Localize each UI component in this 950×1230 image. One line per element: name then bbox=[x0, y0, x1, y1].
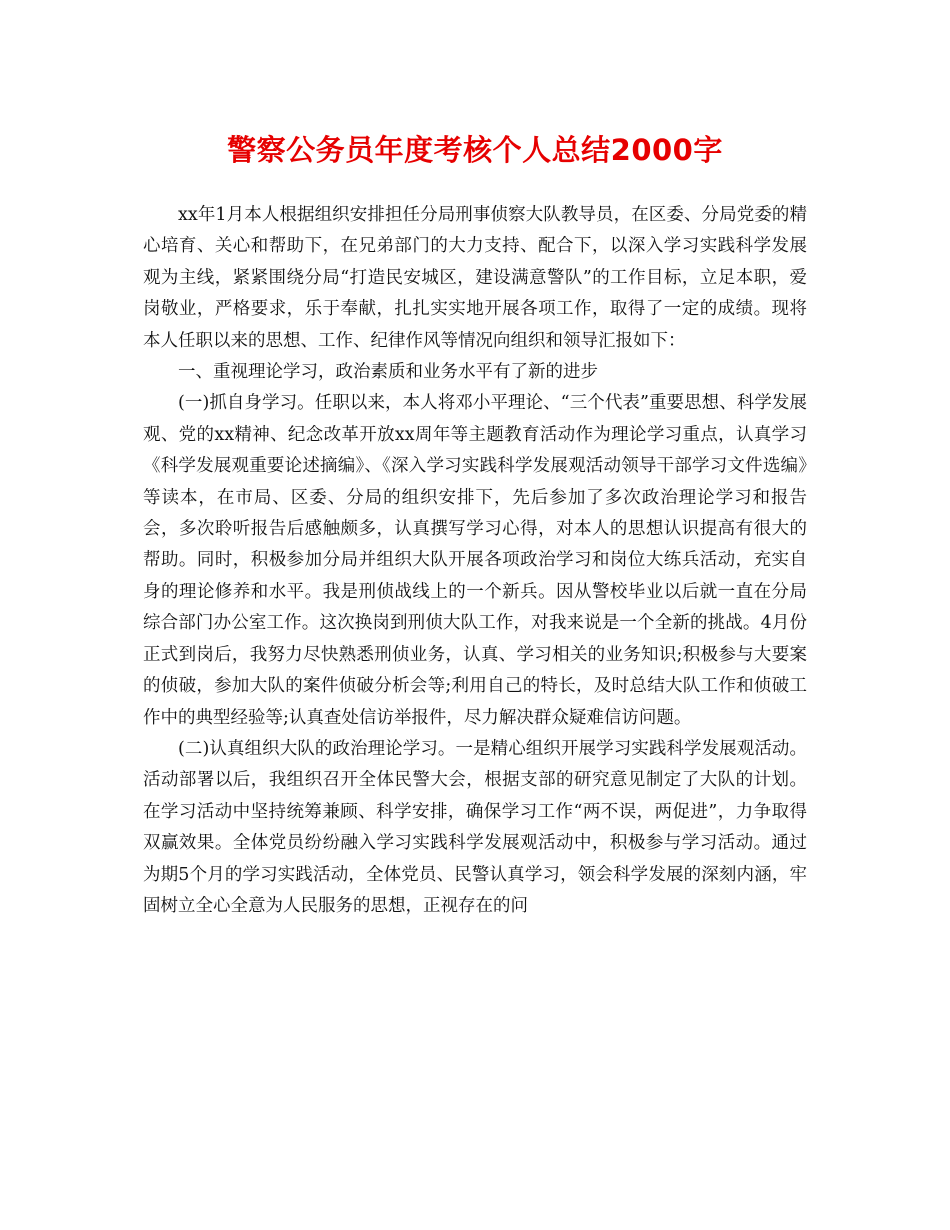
document-title: 警察公务员年度考核个人总结2000字 bbox=[227, 133, 723, 167]
document-body bbox=[143, 200, 807, 922]
section-heading-1: 一、重视理论学习，政治素质和业务水平有了新的进步 bbox=[178, 362, 598, 383]
paragraph-team-study: (二)认真组织大队的政治理论学习。一是精心组织开展学习实践科学发展观活动。活动部署以后，我组织召开全体民警大会，根据支部的研究意见制定了大队的计划。在学习活动中坚持统筹兼顾、科学安排，确保学习工作“两不误，两促进”，力争取得双赢效果。全体党员纷纷融入学习实践科学发展观活动中，积极参与学习活动。通过为期5个月的学习实践活动，全体党员、民警认真学习，领会科学发展的深刻内涵，牢固树立全心全意为人民服务的思想，正视存在的问 bbox=[143, 738, 807, 916]
paragraph-intro: xx年1月本人根据组织安排担任分局刑事侦察大队教导员，在区委、分局党委的精心培育、关心和帮助下，在兄弟部门的大力支持、配合下，以深入学习实践科学发展观为主线，紧紧围绕分局“打造民安城区，建设满意警队”的工作目标，立足本职，爱岗敬业，严格要求，乐于奉献，扎扎实实地开展各项工作，取得了一定的成绩。现将本人任职以来的思想、工作、纪律作风等情况向组织和领导汇报如下： bbox=[143, 205, 807, 351]
paragraph-self-study: (一)抓自身学习。任职以来，本人将邓小平理论、“三个代表”重要思想、科学发展观、党的xx精神、纪念改革开放xx周年等主题教育活动作为理论学习重点，认真学习《科学发展观重要论述摘编》、《深入学习实践科学发展观活动领导干部学习文件选编》等读本，在市局、区委、分局的组织安排下，先后参加了多次政治理论学习和报告会，多次聆听报告后感触颇多，认真撰写学习心得，对本人的思想认识提高有很大的帮助。同时，积极参加分局并组织大队开展各项政治学习和岗位大练兵活动，充实自身的理论修养和水平。我是刑侦战线上的一个新兵。因从警校毕业以后就一直在分局综合部门办公室工作。这次换岗到刑侦大队工作，对我来说是一个全新的挑战。4月份正式到岗后，我努力尽快熟悉刑侦业务，认真、学习相关的业务知识;积极参与大要案的侦破，参加大队的案件侦破分析会等;利用自己的特长，及时总结大队工作和侦破工作中的典型经验等;认真查处信访举报件，尽力解决群众疑难信访问题。 bbox=[143, 393, 807, 728]
